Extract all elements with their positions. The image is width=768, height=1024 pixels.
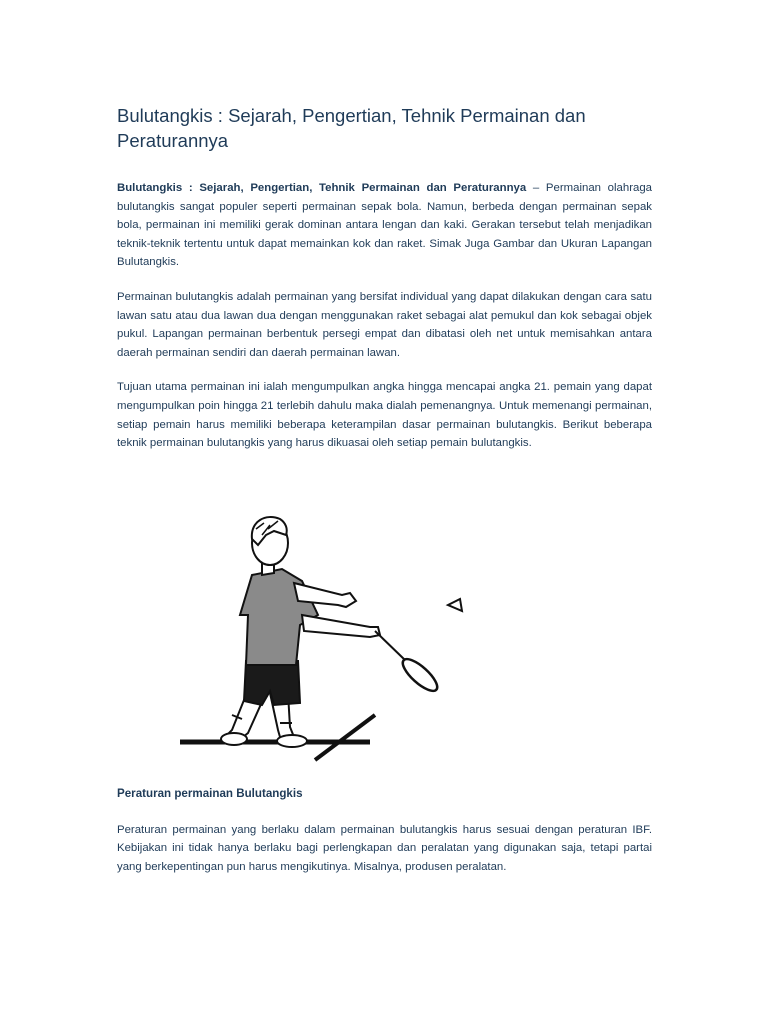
back-shoe (221, 733, 247, 745)
paragraph-goal: Tujuan utama permainan ini ialah mengumpulkan angka hingga mencapai angka 21. pemain yang dapat mengumpulkan poin hingga 21 terlebih dahulu maka dialah pemenangnya. Untuk memenangi permainan, setiap pemain harus memiliki beberapa keterampilan dasar permainan bulutangkis. Berikut beberapa teknik permainan bulutangkis yang harus dikuasai oleh setiap pemain bulutangkis. (117, 381, 652, 450)
shuttlecock (448, 599, 462, 611)
shorts (244, 661, 300, 705)
section-heading-rules: Peraturan permainan Bulutangkis (117, 786, 303, 800)
front-shoe (277, 735, 307, 747)
article-title: Bulutangkis : Sejarah, Pengertian, Tehnik Permainan dan Peraturannya (117, 105, 586, 151)
right-arm (302, 615, 380, 637)
badminton-player-drawing (170, 465, 470, 770)
racket-shaft (375, 631, 406, 661)
intro-lead: Bulutangkis : Sejarah, Pengertian, Tehnik Permainan dan Peraturannya (117, 182, 527, 194)
intro-text: – Permainan olahraga bulutangkis sangat populer seperti permainan sepak bola. Namun, berbeda dengan permainan sepak bola, permainan ini memiliki gerak dominan antara lengan dan kaki. Gerakan tersebut telah menjadikan teknik-teknik tertentu untuk dapat memainkan kok dan raket. Simak Juga Gambar dan Ukuran Lapangan Bulutangkis. (117, 182, 652, 269)
badminton-player-illustration (117, 465, 652, 775)
intro-paragraph (117, 179, 652, 272)
paragraph-rules: Peraturan permainan yang berlaku dalam permainan bulutangkis harus sesuai dengan peraturan IBF. Kebijakan ini tidak hanya berlaku bagi perlengkapan dan peralatan yang digunakan saja, tetapi partai yang berkepentingan pun harus mengikutinya. Misalnya, produsen peralatan. (117, 823, 652, 873)
racket-head (398, 654, 441, 695)
article (117, 103, 652, 877)
paragraph-definition: Permainan bulutangkis adalah permainan yang bersifat individual yang dapat dilakukan dengan cara satu lawan satu atau dua lawan dua dengan menggunakan raket sebagai alat pemukul dan kok sebagai objek pukul. Lapangan permainan berbentuk persegi empat dan dibatasi oleh net untuk memisahkan antara daerah permainan sendiri dan daerah permainan lawan. (117, 290, 652, 359)
